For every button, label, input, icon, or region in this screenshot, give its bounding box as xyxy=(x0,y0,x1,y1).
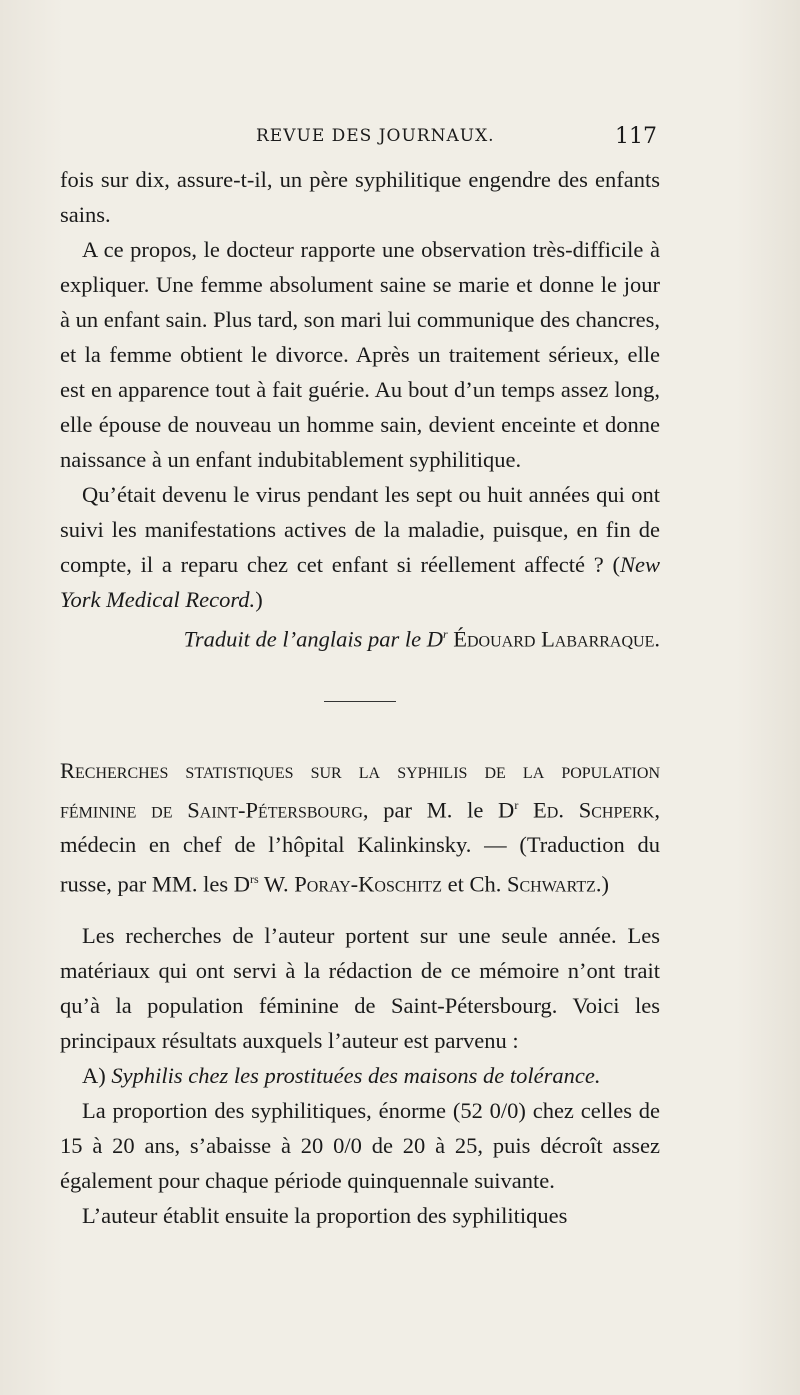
article-title xyxy=(60,753,660,902)
paragraph: L’auteur établit ensuite la proportion des syphilitiques xyxy=(82,1202,568,1228)
paragraph-text: Qu’était devenu le virus pendant les sept ou huit années qui ont suivi les manifestations actives de la maladie, puisque, en fin de compte, il a reparu chez cet enfant si réellement affecté ? ( xyxy=(60,482,660,577)
title-par: par M. le D xyxy=(368,797,515,822)
translator-name: W. Poray-Koschitz xyxy=(258,871,442,897)
paragraph: A ce propos, le docteur rapporte une observation très-difficile à expliquer. Une femme absolument saine se marie et donne le jour à un enfant sain. Plus tard, son mari lui communique des chancres, et la femme obtient le divorce. Après un traitement sérieux, elle est en apparence tout à fait guérie. Au bout d’un temps assez long, elle épouse de nouveau un homme sain, devient enceinte et donne naissance à un enfant indubitablement syphilitique. xyxy=(60,237,660,472)
title-conjunction: et Ch. xyxy=(441,871,507,897)
citation-close: ) xyxy=(255,587,263,612)
translator-prefix: Traduit de l’anglais par le D xyxy=(183,626,443,652)
superscript: r xyxy=(442,627,448,641)
article-title-main: Recherches statistiques sur la syphilis de la population féminine de Saint-Pétersbourg, xyxy=(60,757,660,822)
superscript: rs xyxy=(249,872,259,886)
translator-name: Schwartz xyxy=(506,871,596,897)
title-close: .) xyxy=(595,871,609,897)
superscript: r xyxy=(514,797,519,812)
page-number: 117 xyxy=(615,124,657,149)
running-title: REVUE DES JOURNAUX. xyxy=(256,126,495,146)
source-citation: New York Medical Record. xyxy=(60,552,660,612)
page-header xyxy=(60,126,660,158)
paragraph: fois sur dix, assure-t-il, un père syphilitique engendre des enfants sains. xyxy=(60,167,660,227)
page-body xyxy=(60,162,660,1233)
section-title: Syphilis chez les prostituées des maisons de tolérance. xyxy=(111,1062,601,1088)
paragraph xyxy=(60,477,660,617)
section-divider xyxy=(324,701,396,702)
section-label: A) xyxy=(82,1062,112,1088)
translator-name: Édouard Labarraque. xyxy=(453,626,660,652)
paragraph: La proportion des syphilitiques, énorme (52 0/0) chez celles de 15 à 20 ans, s’abaisse à 20 0/0 de 20 à 25, puis décroît assez également pour chaque période quinquennale suivante. xyxy=(60,1097,660,1193)
paragraph: Les recherches de l’auteur portent sur une seule année. Les matériaux qui ont servi à la rédaction de ce mémoire n’ont trait qu’à la population féminine de Saint-Pétersbourg. Voici les principaux résultats auxquels l’auteur est parvenu : xyxy=(60,922,660,1053)
author-affiliation: médecin en chef de l’hôpital Kalinkinsky. — (Traduction du russe, par MM. les D xyxy=(60,832,660,897)
author-name: Ed. Schperk, xyxy=(518,797,660,822)
section-heading xyxy=(60,1058,660,1093)
translator-credit xyxy=(60,617,660,657)
